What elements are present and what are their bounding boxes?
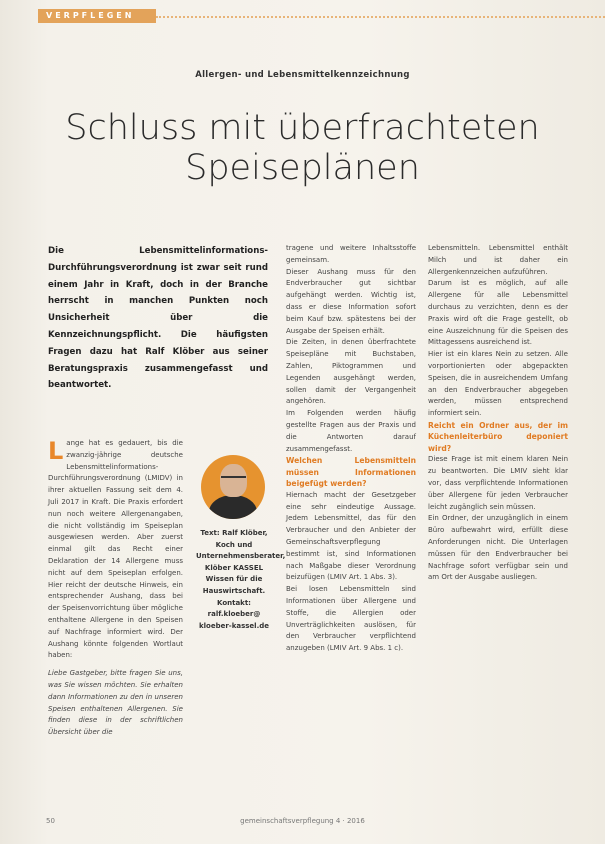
- subheading-folder: Reicht ein Ordner aus, der im Küchenleiterbüro deponiert wird?: [428, 420, 568, 453]
- rubric-divider: [156, 16, 605, 18]
- title-line-1: Schluss mit überfrachteten: [65, 108, 540, 148]
- author-caption: Text: Ralf Klöber, Koch und Unternehmensberater, Klöber KASSEL Wissen für die Hauswirtschaft. Kontakt: ralf.kloeber@ kloeber-kassel.de: [196, 529, 286, 630]
- page-number: 50: [46, 817, 55, 825]
- column-3-paragraph: Diese Frage ist mit einem klaren Nein zu beantworten. Die LMIV sieht klar vor, dass verpflichtende Informationen über Allergene für jeden Verbraucher leicht zugänglich sein müssen.: [428, 455, 568, 511]
- drop-cap: L: [48, 437, 64, 465]
- author-portrait: [201, 455, 265, 519]
- title-line-2: Speiseplänen: [185, 148, 420, 188]
- subheading-food-info: Welchen Lebensmitteln müssen Informationen beigefügt werden?: [286, 456, 416, 489]
- column-1-text: ange hat es gedauert, bis die zwanzig-jährige deutsche Lebensmittelinformations-Durchführungsverordnung (LMIDV) in ihrer aktuellen Fassung seit dem 4. Juli 2017 in Kraft. Die Praxis erfordert nun noch weitere Allergenangaben, die nicht vollständig im Speiseplan ausgewiesen werden. Aber zuerst einmal gilt das Recht einer Deklaration der 14 Allergene muss nicht auf dem Speiseplan erfolgen. Hier reicht der deutsche Hinweis, ein entsprechender Aushang, dass bei der Speisenvorrichtung über mögliche enthaltene Allergene in den Speisen auf Nachfrage informiert wird. Der Aushang könnte folgenden Wortlaut haben:: [48, 439, 183, 660]
- column-3-paragraph: Hier ist ein klares Nein zu setzen. Alle vorportionierten oder abgepackten Speisen, die in ausreichendem Umfang an den Endverbraucher abgegeben werden, müssen entsprechend informiert sein.: [428, 350, 568, 418]
- column-2-paragraph: Die Zeiten, in denen überfrachtete Speisepläne mit Buchstaben, Zahlen, Piktogrammen und Legenden ausgehängt werden, sollen damit der Vergangenheit angehören.: [286, 338, 416, 406]
- portrait-glasses: [221, 476, 246, 483]
- article-lead: Die Lebensmittelinformations-Durchführungsverordnung ist zwar seit rund einem Jahr in Kraft, doch in der Branche herrscht in manchen Punkten noch Unsicherheit über die Kennzeichnungspflicht. Die häufigsten Fragen dazu hat Ralf Klöber aus seiner Beratungspraxis zusammengefasst und beantwortet.: [48, 246, 268, 391]
- body-column-1: [48, 438, 183, 739]
- body-column-3: [428, 243, 568, 584]
- column-3-paragraph: Lebensmitteln. Lebensmittel enthält Milch und ist daher ein Allergenkennzeichen aufzuführen.: [428, 244, 568, 276]
- portrait-body: [209, 495, 257, 519]
- article-kicker: Allergen- und Lebensmittelkennzeichnung: [195, 70, 410, 80]
- column-3-paragraph: Ein Ordner, der unzugänglich in einem Büro aufbewahrt wird, erfüllt diese Anforderungen nicht. Die Unterlagen müssen für den Endverbraucher bei Nachfrage sofort verfügbar sein und am Ort der Ausgabe ausliegen.: [428, 514, 568, 582]
- sample-notice-text: Liebe Gastgeber, bitte fragen Sie uns, was Sie wissen möchten. Sie erhalten dann Informationen zu den in unseren Speisen enthaltenen Allergenen. Sie finden diese in der schriftlichen Übersicht über die: [48, 669, 183, 737]
- column-2-paragraph: Dieser Aushang muss für den Endverbraucher gut sichtbar aufgehängt werden. Wichtig ist, dass er diese Information sofort beim Kauf bzw. spätestens bei der Ausgabe der Speisen erhält.: [286, 267, 416, 335]
- column-2-paragraph: Bei losen Lebensmitteln sind Informationen über Allergene und Stoffe, die Allergien oder Unverträglichkeiten auslösen, für den Verbraucher verpflichtend anzugeben (LMIV Art. 9 Abs. 1 c).: [286, 585, 416, 653]
- column-3-paragraph: Darum ist es möglich, auf alle Allergene für alle Lebensmittel durchaus zu verzichten, denn es der Praxis wird oft die Frage gestellt, ob eine Auszeichnung für die Speisen des Mittagessens ausreichend ist.: [428, 279, 568, 347]
- section-rubric: VERPFLEGEN: [38, 9, 156, 23]
- article-title: [40, 108, 565, 188]
- column-2-paragraph: tragene und weitere Inhaltsstoffe gemeinsam.: [286, 244, 416, 264]
- column-2-paragraph: Im Folgenden werden häufig gestellte Fragen aus der Praxis und die Antworten darauf zusammengefasst.: [286, 409, 416, 453]
- body-column-2: [286, 243, 416, 655]
- magazine-footer: gemeinschaftsverpflegung 4 · 2016: [240, 817, 365, 825]
- column-2-paragraph: Hiernach macht der Gesetzgeber eine sehr eindeutige Aussage. Jedem Lebensmittel, das für den Verbraucher und den Anbieter der Gemeinschaftsverpflegung bestimmt ist, sind Informationen nach Maßgabe dieser Verordnung beizufügen (LMIV Art. 1 Abs. 3).: [286, 490, 416, 582]
